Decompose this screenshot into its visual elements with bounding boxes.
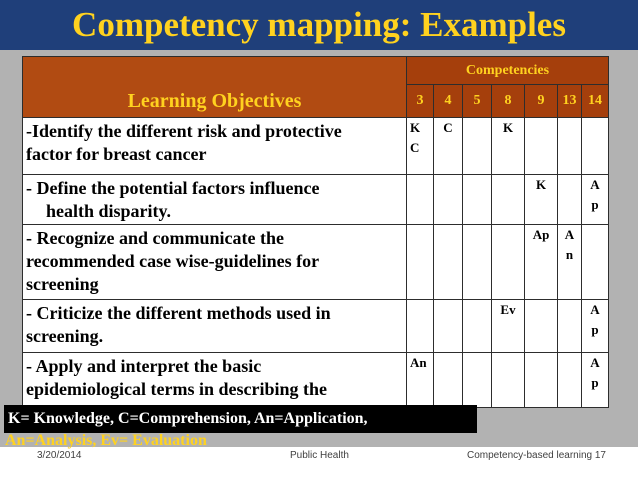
- competencies-header: Competencies: [407, 57, 609, 85]
- objective-text: [23, 225, 407, 300]
- cell-code: A: [590, 355, 600, 370]
- competency-cell: [492, 118, 525, 175]
- competency-cell: [558, 118, 582, 175]
- cell-code: p: [591, 322, 599, 337]
- competency-cell: [434, 175, 463, 225]
- competency-cell: [558, 300, 582, 353]
- legend-box: K= Knowledge, C=Comprehension, An=Application,: [4, 405, 477, 433]
- competency-cell: [492, 353, 525, 408]
- competency-cell: [407, 175, 434, 225]
- competency-cell: [582, 175, 609, 225]
- cell-code: K: [535, 177, 547, 192]
- competency-cell: [463, 118, 492, 175]
- learning-objectives-header: Learning Objectives: [23, 57, 407, 118]
- competency-cell: [582, 353, 609, 408]
- cell-code: p: [591, 375, 599, 390]
- competency-cell: [582, 225, 609, 300]
- cell-code: K: [410, 120, 421, 135]
- competency-cell: [492, 300, 525, 353]
- competency-number: 14: [582, 85, 609, 118]
- objective-text: [23, 300, 407, 353]
- competency-number: 8: [492, 85, 525, 118]
- competency-cell: [492, 225, 525, 300]
- footer-page: Competency-based learning 17: [467, 450, 606, 461]
- competency-cell: [407, 118, 434, 175]
- competency-cell: [434, 118, 463, 175]
- competency-cell: [434, 353, 463, 408]
- competency-cell: [525, 175, 558, 225]
- cell-code: Ap: [532, 227, 550, 242]
- competency-number: 4: [434, 85, 463, 118]
- cell-code: A: [590, 177, 600, 192]
- objective-line: - Define the potential factors influence: [26, 178, 320, 198]
- competency-number: 9: [525, 85, 558, 118]
- competency-cell: [525, 353, 558, 408]
- cell-code: Ev: [500, 302, 516, 317]
- cell-code: A: [590, 302, 600, 317]
- competency-cell: [407, 300, 434, 353]
- competency-cell: [582, 300, 609, 353]
- objective-text: [23, 353, 407, 408]
- objective-line: screening.: [26, 326, 104, 346]
- table-row: [23, 225, 609, 300]
- objective-text: [23, 175, 407, 225]
- table-row: [23, 353, 609, 408]
- footer-date: 3/20/2014: [37, 450, 82, 461]
- competency-cell: [463, 353, 492, 408]
- cell-code: K: [502, 120, 514, 135]
- objective-line: health disparity.: [46, 201, 172, 221]
- objective-line: - Apply and interpret the basic: [26, 356, 262, 376]
- cell-code: p: [591, 197, 599, 212]
- cell-code: C: [410, 140, 420, 155]
- competency-cell: [525, 118, 558, 175]
- competency-cell: [492, 175, 525, 225]
- objective-line: - Criticize the different methods used in: [26, 303, 331, 323]
- title-bar: [0, 0, 638, 50]
- table-row: [23, 175, 609, 225]
- objective-line: factor for breast cancer: [26, 144, 207, 164]
- footer-center: Public Health: [290, 450, 349, 461]
- objective-text: [23, 118, 407, 175]
- competency-cell: [525, 225, 558, 300]
- objective-line: -Identify the different risk and protective: [26, 121, 342, 141]
- table-row: [23, 300, 609, 353]
- competency-table: [22, 56, 609, 408]
- competency-cell: [463, 225, 492, 300]
- objective-line: epidemiological terms in describing the: [26, 379, 327, 399]
- competency-cell: [463, 300, 492, 353]
- competency-cell: [558, 353, 582, 408]
- objective-line: screening: [26, 274, 99, 294]
- competency-number: 13: [558, 85, 582, 118]
- competency-cell: [434, 300, 463, 353]
- table-row: [23, 118, 609, 175]
- competency-cell: [558, 225, 582, 300]
- legend-continuation: An=Analysis, Ev= Evaluation: [5, 432, 207, 449]
- competency-number: 3: [407, 85, 434, 118]
- competency-cell: [434, 225, 463, 300]
- competency-cell: [525, 300, 558, 353]
- competency-cell: [582, 118, 609, 175]
- competency-cell: [407, 353, 434, 408]
- competency-cell: [407, 225, 434, 300]
- competency-number: 5: [463, 85, 492, 118]
- competency-cell: [558, 175, 582, 225]
- cell-code: An: [410, 355, 427, 370]
- cell-code: C: [443, 120, 453, 135]
- cell-code: n: [565, 247, 574, 262]
- competency-cell: [463, 175, 492, 225]
- objective-line: recommended case wise-guidelines for: [26, 251, 320, 271]
- slide-title: Competency mapping: Examples: [72, 5, 566, 44]
- cell-code: A: [564, 227, 575, 242]
- objective-line: - Recognize and communicate the: [26, 228, 284, 248]
